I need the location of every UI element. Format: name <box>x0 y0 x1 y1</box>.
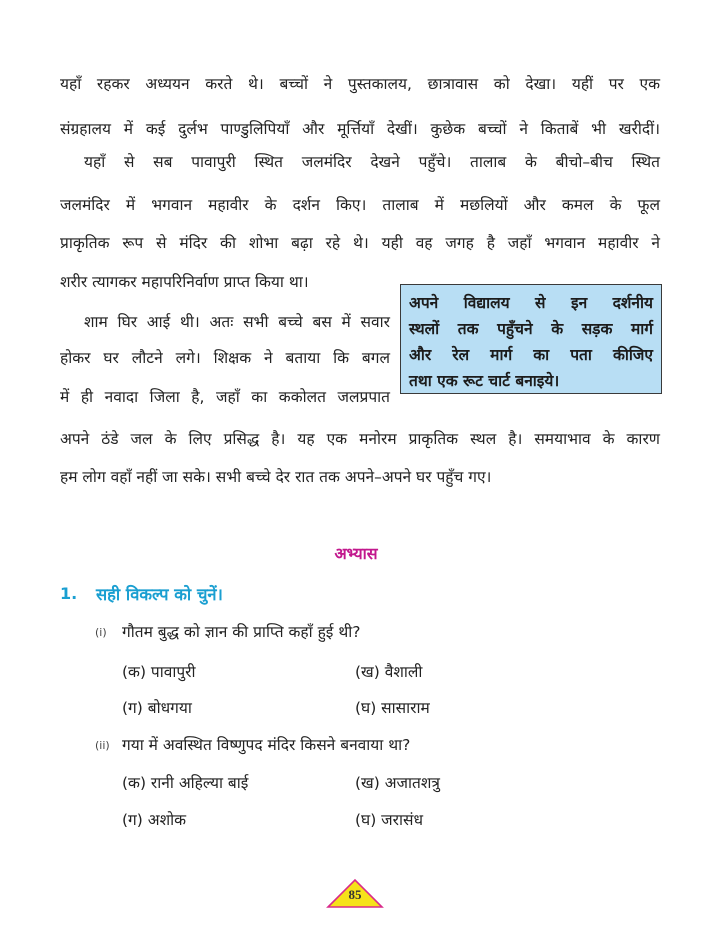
callout-line: और रेल मार्ग का पता कीजिए <box>409 346 653 364</box>
option-c: (ग) बोधगया <box>122 699 192 717</box>
option-a: (क) पावापुरी <box>122 663 196 681</box>
subquestion-number: (i) <box>95 626 107 639</box>
option-a: (क) रानी अहिल्या बाई <box>122 774 249 792</box>
callout-line: स्थलों तक पहुँचने के सड़क मार्ग <box>409 320 653 338</box>
body-text-line: अपने ठंडे जल के लिए प्रसिद्ध है। यह एक मनोरम प्राकृतिक स्थल है। समयाभाव के कारण <box>60 430 660 448</box>
body-text-line: शरीर त्यागकर महापरिनिर्वाण प्राप्त किया था। <box>60 273 309 291</box>
body-text-line: यहाँ रहकर अध्ययन करते थे। बच्चों ने पुस्तकालय, छात्रावास को देखा। यहीं पर एक <box>60 75 660 93</box>
page-number: 85 <box>348 887 362 902</box>
option-c: (ग) अशोक <box>122 811 187 829</box>
subquestion-number: (ii) <box>95 739 110 752</box>
body-text-line: में ही नवादा जिला है, जहाँ का ककोलत जलप्रपात <box>60 388 390 406</box>
body-text-line: यहाँ से सब पावापुरी स्थित जलमंदिर देखने पहुँचे। तालाब के बीचो–बीच स्थित <box>84 153 660 171</box>
body-text-line: संग्रहालय में कई दुर्लभ पाण्डुलिपियाँ और मूर्त्तियाँ देखीं। कुछेक बच्चों ने किताबें भी खरीदीं। <box>60 120 660 138</box>
body-text-line: जलमंदिर में भगवान महावीर के दर्शन किए। तालाब में मछलियों और कमल के फूल <box>60 196 660 214</box>
option-d: (घ) जरासंध <box>355 811 424 829</box>
callout-line: अपने विद्यालय से इन दर्शनीय <box>409 294 653 312</box>
body-text-line: प्राकृतिक रूप से मंदिर की शोभा बढ़ा रहे थे। यही वह जगह है जहाँ भगवान महावीर ने <box>60 234 660 252</box>
callout-line: तथा एक रूट चार्ट बनाइये। <box>409 372 560 390</box>
question-number: 1. <box>60 584 78 603</box>
body-text-line: हम लोग वहाँ नहीं जा सके। सभी बच्चे देर रात तक अपने–अपने घर पहुँच गए। <box>60 468 492 486</box>
option-d: (घ) सासाराम <box>355 699 430 717</box>
option-b: (ख) वैशाली <box>355 663 423 681</box>
exercise-heading: अभ्यास <box>334 544 378 563</box>
body-text-line: होकर घर लौटने लगे। शिक्षक ने बताया कि बगल <box>60 349 390 367</box>
activity-callout-box <box>400 284 662 394</box>
subquestion-text: गया में अवस्थित विष्णुपद मंदिर किसने बनवाया था? <box>122 736 411 754</box>
option-b: (ख) अजातशत्रु <box>355 774 440 792</box>
question-title: सही विकल्प को चुनें। <box>96 585 223 604</box>
body-text-line: शाम घिर आई थी। अतः सभी बच्चे बस में सवार <box>84 313 390 331</box>
subquestion-text: गौतम बुद्ध को ज्ञान की प्राप्ति कहाँ हुई थी? <box>122 623 361 641</box>
